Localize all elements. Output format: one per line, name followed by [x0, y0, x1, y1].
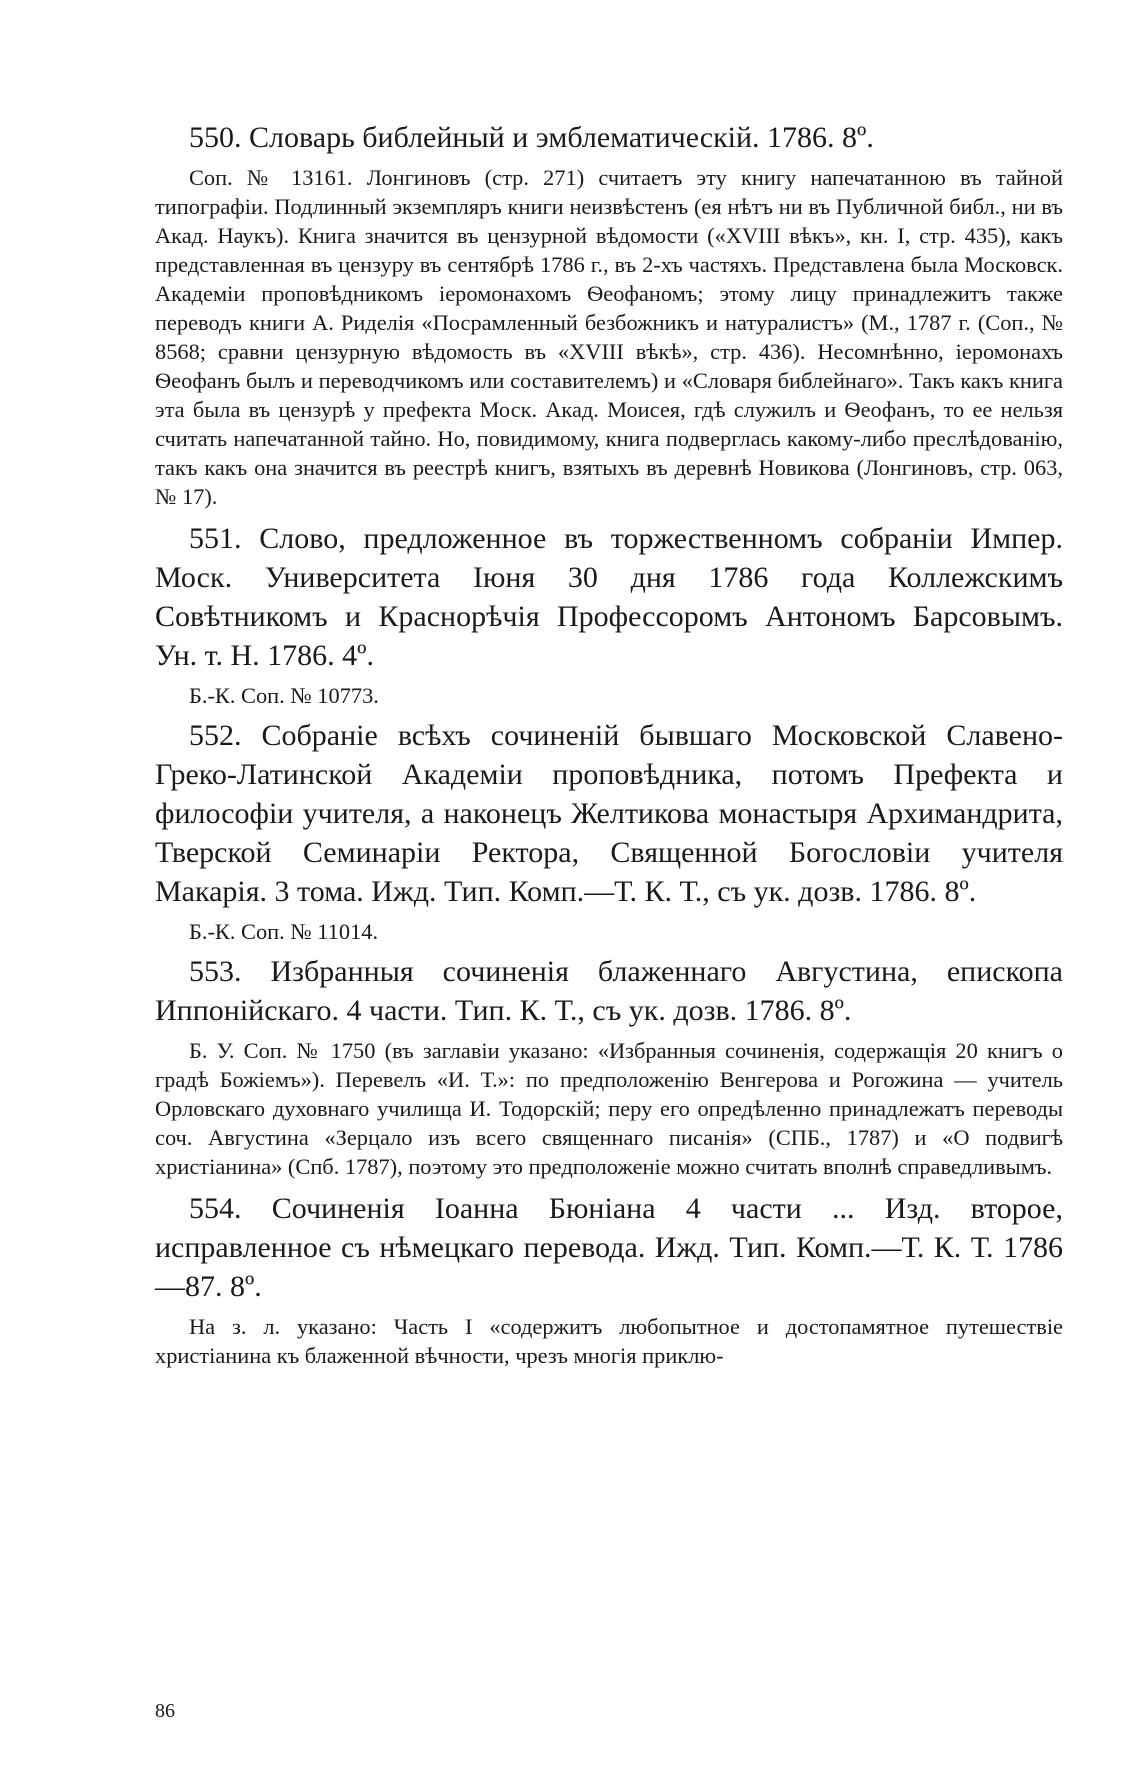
- entry-552-title: 552. Собраніе всѣхъ сочиненій бывшаго Московской Славено-Греко-Латинской Академіи проповѣдника, потомъ Префекта и философіи учителя, а наконецъ Желтикова монастыря Архимандрита, Тверской Семинаріи Ректора, Священной Богословіи учителя Макарія. 3 тома. Ижд. Тип. Комп.—Т. К. Т., съ ук. дозв. 1786. 8º.: [155, 719, 1063, 908]
- page-body: [155, 118, 1063, 1378]
- entry-551-note: Б.-К. Соп. № 10773.: [189, 683, 379, 708]
- page-number: 86: [155, 1700, 175, 1722]
- entry-553-title: 553. Избранныя сочиненія блаженнаго Августина, епископа Иппонійскаго. 4 части. Тип. К. Т., съ ук. дозв. 1786. 8º.: [155, 955, 1063, 1027]
- entry-552-note: Б.-К. Соп. № 11014.: [189, 919, 379, 944]
- entry-554-title: 554. Сочиненія Іоанна Бюніана 4 части ... Изд. второе, исправленное съ нѣмецкаго перевода. Ижд. Тип. Комп.—Т. К. Т. 1786—87. 8º.: [155, 1192, 1063, 1303]
- entry-550-title: 550. Словарь библейный и эмблематическій. 1786. 8º.: [189, 121, 874, 154]
- entry-551-title: 551. Слово, предложенное въ торжественномъ собраніи Импер. Моск. Университета Іюня 30 дня 1786 года Коллежскимъ Совѣтникомъ и Краснорѣчія Профессоромъ Антономъ Барсовымъ. Ун. т. Н. 1786. 4º.: [155, 522, 1063, 672]
- entry-554-note: На з. л. указано: Часть I «содержитъ любопытное и достопамятное путешествіе христіанина къ блаженной вѣчности, чрезъ многія приклю-: [155, 1314, 1063, 1368]
- entry-553-note: Б. У. Соп. № 1750 (въ заглавіи указано: «Избранныя сочиненія, содержащія 20 книгъ о градѣ Божіемъ»). Перевелъ «И. Т.»: по предположенію Венгерова и Рогожина — учитель Орловскаго духовнаго училища И. Тодорскій; перу его опредѣленно принадлежатъ переводы соч. Августина «Зерцало изъ всего священнаго писанія» (СПБ., 1787) и «О подвигѣ христіанина» (Спб. 1787), поэтому это предположеніе можно считать вполнѣ справедливымъ.: [155, 1038, 1063, 1179]
- entry-550-note: Соп. № 13161. Лонгиновъ (стр. 271) считаетъ эту книгу напечатанною въ тайной типографіи. Подлинный экземпляръ книги неизвѣстенъ (ея нѣтъ ни въ Публичной библ., ни въ Акад. Наукъ). Книга значится въ цензурной вѣдомости («XVIII вѣкъ», кн. I, стр. 435), какъ представленная въ цензуру въ сентябрѣ 1786 г., въ 2-хъ частяхъ. Представлена была Московск. Академіи проповѣдникомъ іеромонахомъ Ѳеофаномъ; этому лицу принадлежитъ также переводъ книги А. Риделія «Посрамленный безбожникъ и натуралистъ» (М., 1787 г. (Соп., № 8568; сравни цензурную вѣдомость въ «XVIII вѣкѣ», стр. 436). Несомнѣнно, іеромонахъ Ѳеофанъ былъ и переводчикомъ или составителемъ) и «Словаря библейнаго». Такъ какъ книга эта была въ цензурѣ у префекта Моск. Акад. Моисея, гдѣ служилъ и Ѳеофанъ, то ее нельзя считать напечатанной тайно. Но, повидимому, книга подверглась какому-либо преслѣдованію, такъ какъ она значится въ реестрѣ книгъ, взятыхъ въ деревнѣ Новикова (Лонгиновъ, стр. 063, № 17).: [155, 165, 1063, 509]
